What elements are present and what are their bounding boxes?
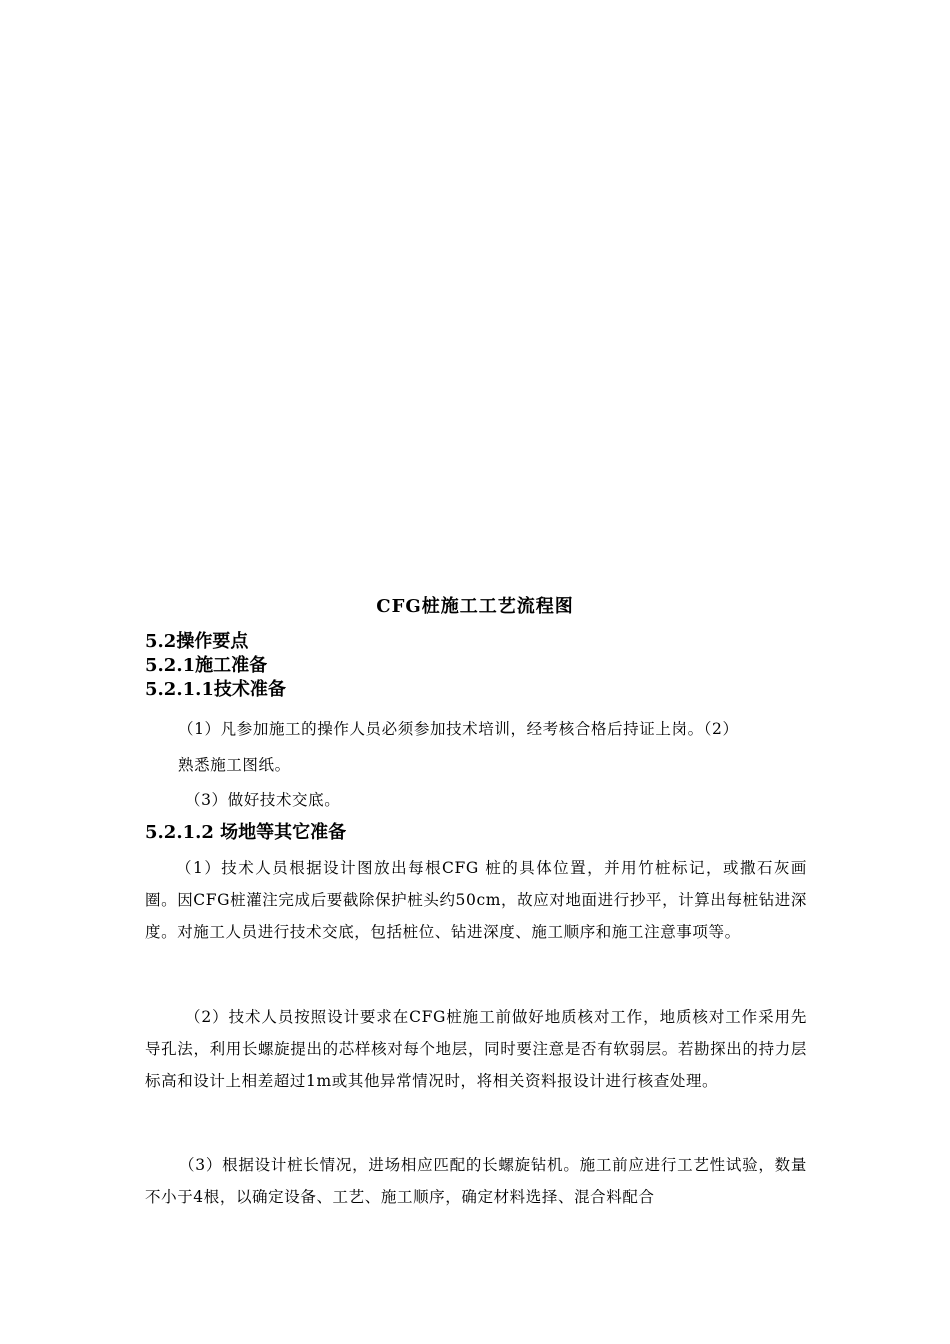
site-prep-paragraph-1: （1）技术人员根据设计图放出每根CFG 桩的具体位置，并用竹桩标记，或撒石灰画圈。因CFG桩灌注完成后要截除保护桩头约50cm，故应对地面进行抄平，计算出每桩钻进深度。对施工人员进行技术交底，包括桩位、钻进深度、施工顺序和施工注意事项等。: [145, 859, 807, 941]
site-prep-paragraph-2: （2）技术人员按照设计要求在CFG桩施工前做好地质核对工作，地质核对工作采用先导孔法，利用长螺旋提出的芯样核对每个地层，同时要注意是否有软弱层。若勘探出的持力层标高和设计上相差超过1m或其他异常情况时，将相关资料报设计进行核查处理。: [145, 1008, 807, 1090]
heading-5-2-1-2: 5.2.1.2 场地等其它准备: [145, 822, 347, 843]
tech-prep-line-1: （1）凡参加施工的操作人员必须参加技术培训，经考核合格后持证上岗。（2）: [178, 720, 739, 738]
site-prep-paragraph-3: （3）根据设计桩长情况，进场相应匹配的长螺旋钻机。施工前应进行工艺性试验，数量不小于4根，以确定设备、工艺、施工顺序，确定材料选择、混合料配合: [145, 1156, 807, 1206]
heading-5-2-1-1: 5.2.1.1技术准备: [145, 679, 286, 700]
tech-prep-line-3: （3）做好技术交底。: [185, 791, 341, 809]
heading-5-2-1: 5.2.1施工准备: [145, 655, 268, 676]
figure-caption: CFG桩施工工艺流程图: [376, 596, 574, 617]
tech-prep-line-2: 熟悉施工图纸。: [178, 756, 291, 774]
heading-5-2: 5.2操作要点: [145, 631, 249, 652]
